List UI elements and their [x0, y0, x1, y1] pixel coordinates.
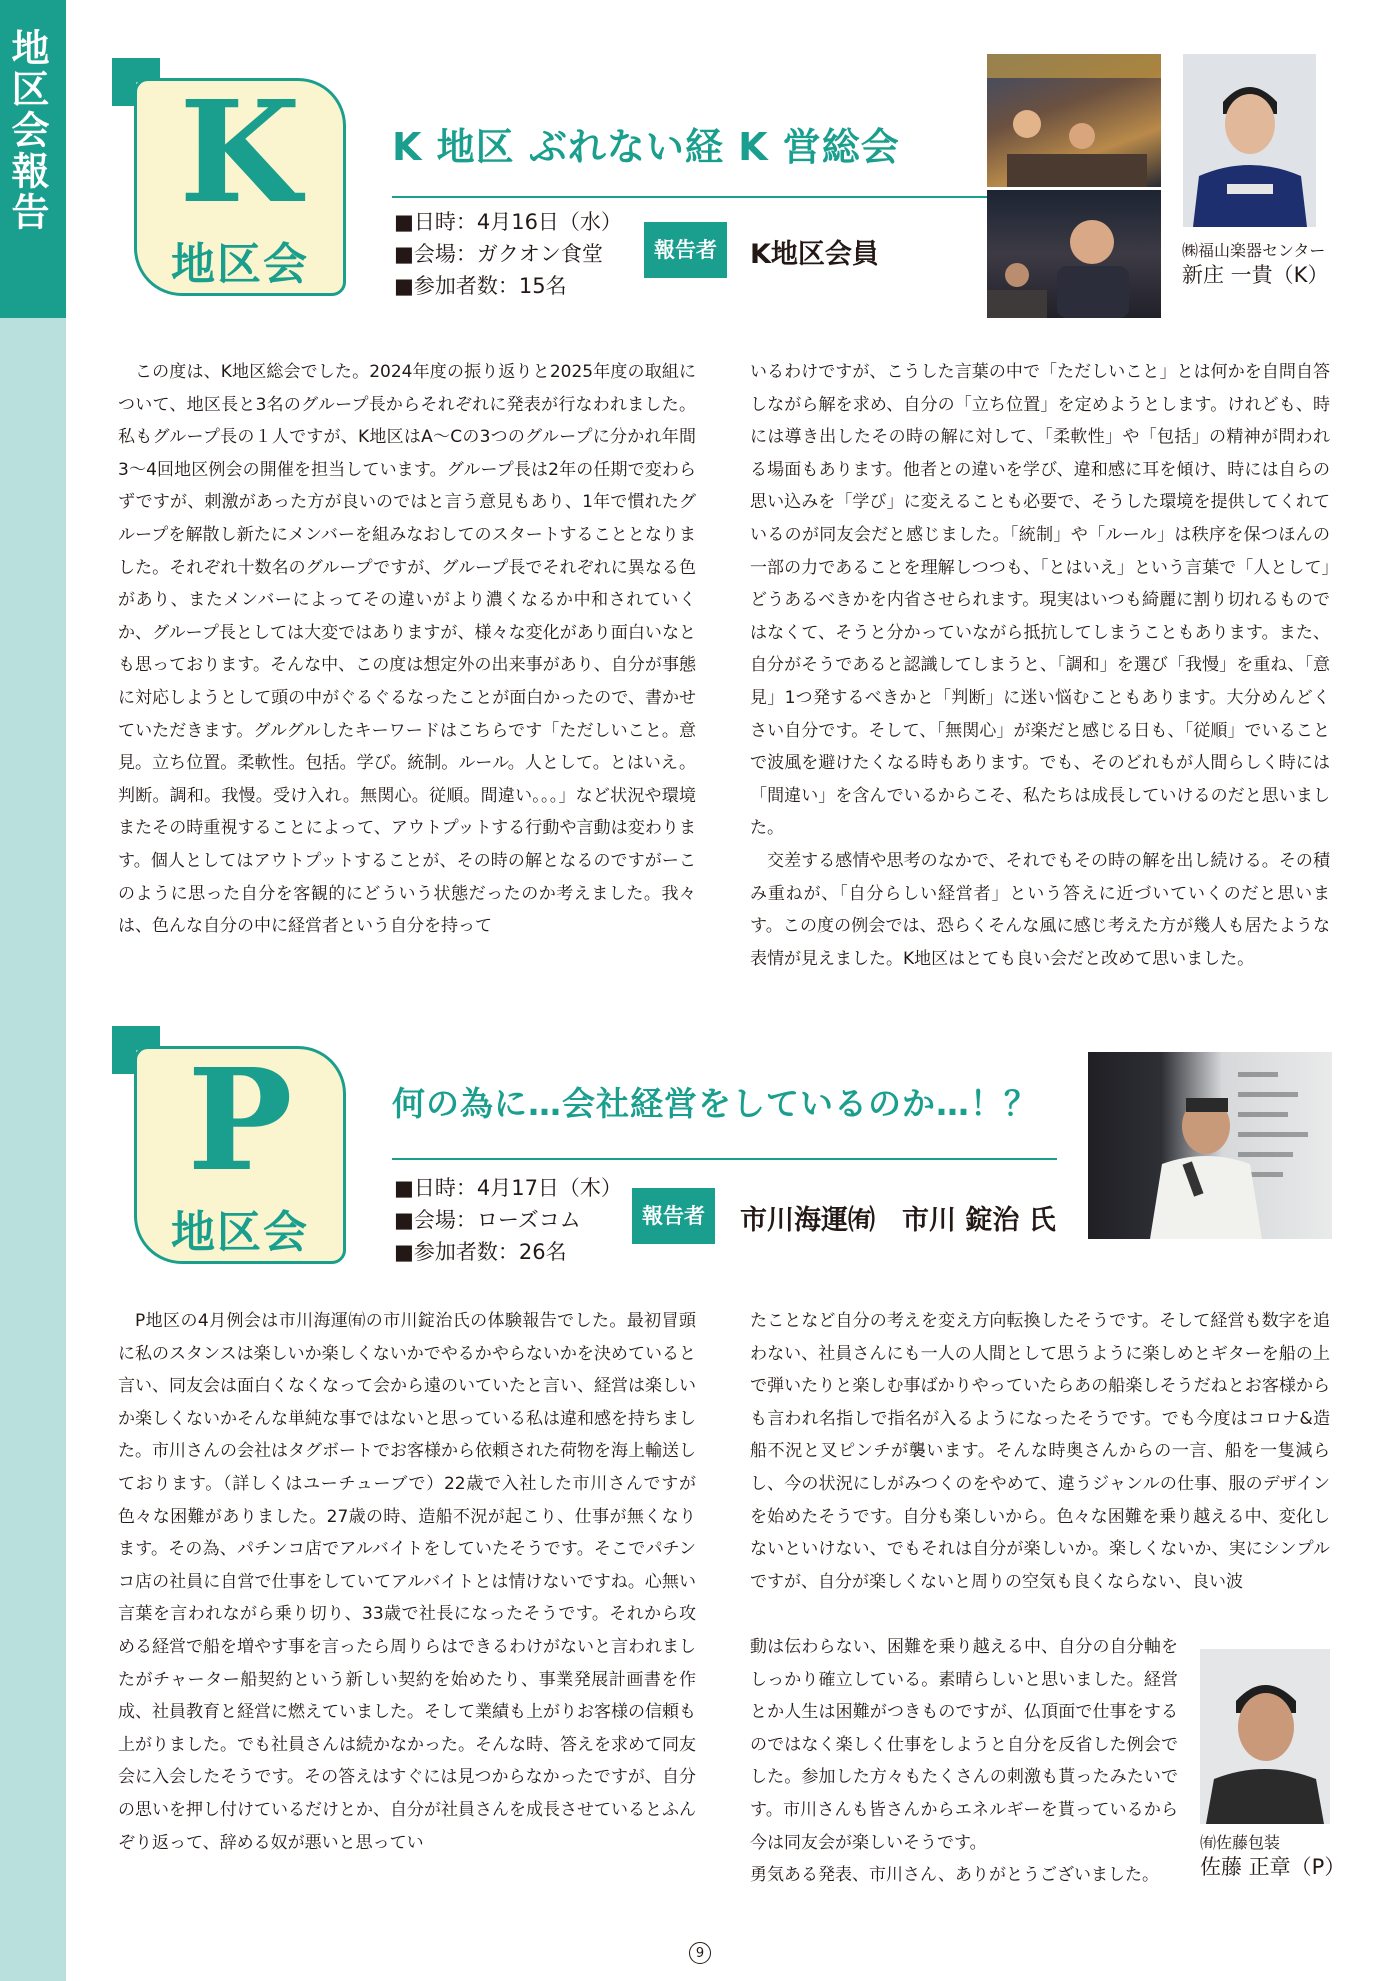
event-photo-art: [987, 54, 1161, 187]
article-paragraph: 交差する感情や思考のなかで、それでもその時の解を出し続ける。その積み重ねが、「自分らしい経営者」という答えに近づいていくのだと思います。この度の例会では、恐らくそんな風に感じ考えた方が幾人も居たような表情が見えました。K地区はとても良い会だと改めて思いました。: [750, 850, 1330, 969]
k-article-column-2: [750, 356, 1330, 975]
sidebar-header: [0, 0, 66, 318]
reporter-caption-k: [1182, 240, 1328, 288]
speaker-photo-art: [1088, 1052, 1332, 1239]
event-photo: [987, 54, 1161, 187]
p-article-column-2: [750, 1305, 1330, 1598]
badge-letter: P: [187, 1039, 293, 1203]
speaker-photo-p: [1088, 1052, 1332, 1239]
reporter-label: 報告者: [632, 1188, 715, 1244]
reporter-portrait-art: [1200, 1649, 1330, 1824]
reporter-name: 市川海運㈲ 市川 錠治 氏: [740, 1205, 1056, 1236]
p-article-column-2-narrow: [750, 1631, 1178, 1892]
article-closing: 勇気ある発表、市川さん、ありがとうございました。: [750, 1865, 1160, 1886]
reporter-photo-p: [1200, 1649, 1330, 1824]
reporter-person: 佐藤 正章（P）: [1200, 1855, 1346, 1879]
p-article-column-1: [118, 1305, 696, 1859]
p-section-title: 何の為に…会社経営をしているのか…！？: [392, 1084, 1038, 1123]
article-paragraph: いるわけですが、こうした言葉の中で「ただしいこと」とは何かを自問自答しながら解を求め、自分の「立ち位置」を定めようとします。けれども、時には導き出したその時の解に対して、「柔軟性」や「包括」の精神が問われる場面もあります。他者との違いを学び、違和感に耳を傾け、時には自らの思い込みを「学び」に変えることも必要で、そうした環境を提供してくれているのが同友会だと感じました。「統制」や「ルール」は秩序を保つほんの一部の力であることを理解しつつも、「とはいえ」という言葉で「人として」どうあるべきかを内省させられます。現実はいつも綺麗に割り切れるものではなくて、そうと分かっていながら抵抗してしまうこともあります。また、自分がそうであると認識してしまうと、「調和」を選び「我慢」を重ね、「意見」1つ発するべきかと「判断」に迷い悩むこともあります。大分めんどくさい自分です。そして、「無関心」が楽だと感じる日も、「従順」でいることで波風を避けたくなる時もあります。でも、そのどれもが人間らしく時には「間違い」を含んでいるからこそ、私たちは成長していけるのだと思いました。: [750, 362, 1330, 839]
event-date: ■日時：4月16日（水）: [394, 210, 622, 234]
speaker-photo: [987, 190, 1161, 318]
event-date: ■日時：4月17日（木）: [394, 1176, 622, 1200]
badge-letter: K: [179, 71, 301, 235]
reporter-portrait-art: [1183, 54, 1316, 227]
badge-subtitle: 地区会: [171, 1207, 309, 1258]
page-number: 9: [689, 1942, 711, 1964]
p-district-badge: [112, 1026, 348, 1266]
k-title-rule: [392, 196, 990, 198]
article-paragraph: 動は伝わらない、困難を乗り越える中、自分の自分軸をしっかり確立している。素晴らしいと思いました。経営とか人生は困難がつきものですが、仏頂面で仕事をするのではなく楽しく仕事をしようと自分を反省した例会でした。参加した方々もたくさんの刺激も貰ったみたいです。市川さんも皆さんからエネルギーを貰っているから今は同友会が楽しいそうです。: [750, 1637, 1178, 1853]
event-venue: ■会場：ガクオン食堂: [394, 242, 603, 266]
reporter-name: K地区会員: [750, 239, 879, 270]
badge-subtitle: 地区会: [171, 239, 309, 290]
event-venue: ■会場：ローズコム: [394, 1208, 581, 1232]
reporter-company: ㈱福山楽器センター: [1182, 241, 1326, 260]
event-attendees: ■参加者数：26名: [394, 1240, 567, 1264]
event-attendees: ■参加者数：15名: [394, 274, 567, 298]
section-label: 地区会報告: [5, 28, 49, 233]
speaker-photo-art: [987, 190, 1161, 318]
k-district-badge: [112, 58, 348, 298]
reporter-company: ㈲佐藤包装: [1200, 1833, 1281, 1852]
p-event-meta: [394, 1172, 622, 1268]
k-event-meta: [394, 206, 622, 302]
k-article-column-1: [118, 356, 696, 943]
reporter-person: 新庄 一貴（K）: [1182, 263, 1329, 287]
k-section-title: K 地区 ぶれない経 K 営総会: [392, 125, 900, 169]
reporter-photo-k: [1183, 54, 1316, 227]
reporter-label: 報告者: [644, 222, 727, 278]
reporter-caption-p: [1200, 1832, 1345, 1880]
article-paragraph: たことなど自分の考えを変え方向転換したそうです。そして経営も数字を追わない、社員さんにも一人の人間として思うように楽しめとギターを船の上で弾いたりと楽しむ事ばかりやっていたらあの船楽しそうだねとお客様からも言われ名指しで指名が入るようになったそうです。でも今度はコロナ&造船不況と叉ピンチが襲います。そんな時奥さんからの一言、船を一隻減らし、今の状況にしがみつくのをやめて、違うジャンルの仕事、服のデザインを始めたそうです。自分も楽しいから。色々な困難を乗り越える中、変化しないといけない、でもそれは自分が楽しいか。楽しくないか、実にシンプルですが、自分が楽しくないと周りの空気も良くならない、良い波: [750, 1311, 1330, 1592]
article-paragraph: P地区の4月例会は市川海運㈲の市川錠治氏の体験報告でした。最初冒頭に私のスタンスは楽しいか楽しくないかでやるかやらないかを決めていると言い、同友会は面白くなくなって会から遠のいていたと言い、経営は楽しいか楽しくないかそんな単純な事ではないと思っている私は違和感を持ちました。市川さんの会社はタグボートでお客様から依頼された荷物を海上輸送しております。（詳しくはユーチューブで）22歳で入社した市川さんですが色々な困難がありました。27歳の時、造船不況が起こり、仕事が無くなります。その為、パチンコ店でアルバイトをしていたそうです。そこでパチンコ店の社員に自営で仕事をしていてアルバイトとは情けないですね。心無い言葉を言われながら乗り切り、33歳で社長になったそうです。それから攻める経営で船を増やす事を言ったら周りらはできるわけがないと言われましたがチャーター船契約という新しい契約を始めたり、事業発展計画書を作成、社員教育と経営に燃えていました。そして業績も上がりお客様の信頼も上がりました。でも社員さんは続かなかった。そんな時、答えを求めて同友会に入会したそうです。その答えはすぐには見つからなかったですが、自分の思いを押し付けているだけとか、自分が社員さんを成長させているとふんぞり返って、辞める奴が悪いと思ってい: [118, 1311, 696, 1853]
sidebar-band: [0, 0, 66, 1981]
article-paragraph: この度は、K地区総会でした。2024年度の振り返りと2025年度の取組について、地区長と3名のグループ長からそれぞれに発表が行なわれました。私もグループ長の１人ですが、K地区はA〜Cの3つのグループに分かれ年間3〜4回地区例会の開催を担当しています。グループ長は2年の任期で変わらずですが、刺激があった方が良いのではと言う意見もあり、1年で慣れたグループを解散し新たにメンバーを組みなおしてのスタートすることとなりました。それぞれ十数名のグループですが、グループ長でそれぞれに異なる色があり、またメンバーによってその違いがより濃くなるか中和されていくか、グループ長としては大変ではありますが、様々な変化があり面白いなとも思っております。そんな中、この度は想定外の出来事があり、自分が事態に対応しようとして頭の中がぐるぐるなったことが面白かったので、書かせていただきます。グルグルしたキーワードはこちらです「ただしいこと。意見。立ち位置。柔軟性。包括。学び。統制。ルール。人として。とはいえ。判断。調和。我慢。受け入れ。無関心。従順。間違い。。。」など状況や環境またその時重視することによって、アウトプットする行動や言動は変わります。個人としてはアウトプットすることが、その時の解となるのですがーこのように思った自分を客観的にどういう状態だったのか考えました。我々は、色んな自分の中に経営者という自分を持って: [118, 362, 696, 937]
p-title-rule: [392, 1158, 1057, 1160]
